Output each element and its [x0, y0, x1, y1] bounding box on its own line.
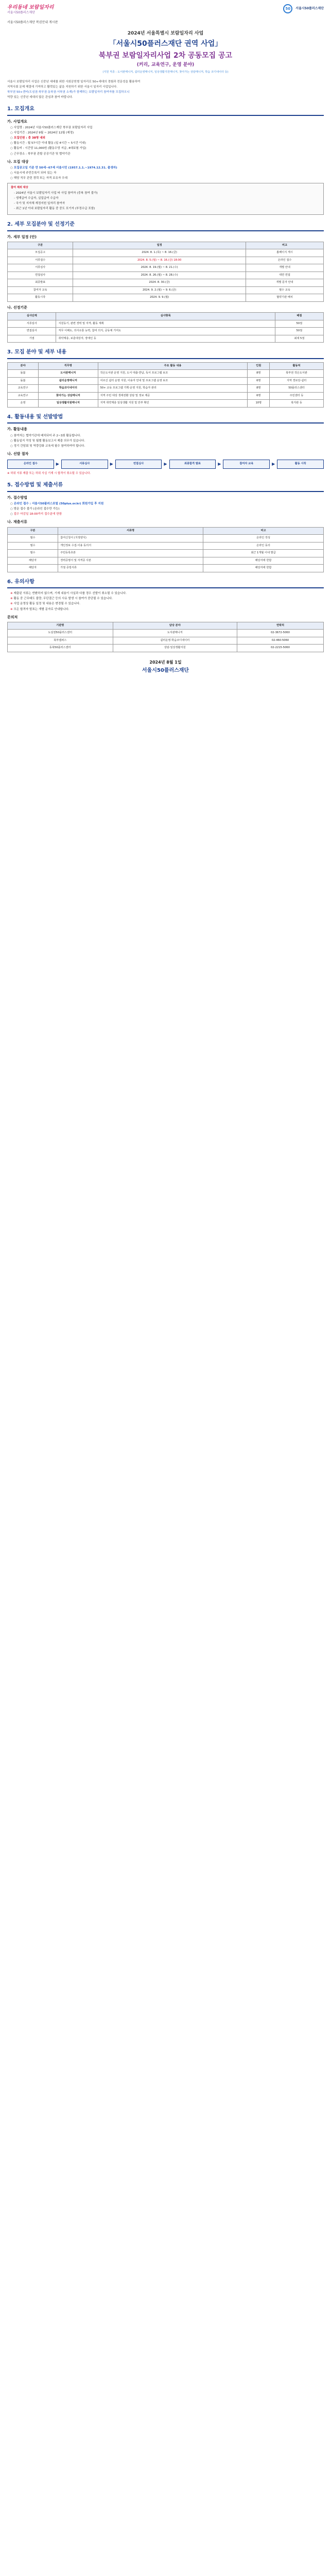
table-cell: 가점: [8, 335, 56, 343]
table-header: 심사항목: [56, 313, 275, 320]
table-row: [8, 550, 324, 557]
program-logo-sub: 서울시50플러스재단: [7, 10, 36, 14]
list-item: - 국가 및 지자체 재정지원 일자리 참여자: [14, 201, 320, 206]
table-cell: 도서관매니저: [39, 370, 98, 378]
table-cell: 북부캠퍼스: [8, 637, 113, 645]
list-item: ※ 모든 합격자 발표는 개별 문자로 안내합니다.: [10, 607, 324, 612]
table-cell: 경력증명서 및 자격증 사본: [58, 557, 203, 565]
warning-note: ※ 허위 서류 제출 또는 허위 사실 기재 시 합격이 취소될 수 있습니다.: [7, 471, 91, 475]
overview-list: [7, 126, 324, 156]
section-title: 2. 세부 모집분야 및 선정기준: [7, 221, 324, 231]
title-tags: (지원 직종 : 도서관매니저, 쉼터운영매니저, 일상생활지원매니저, 찾아가는 상담매니저, 학습 코디네이터 등): [102, 71, 229, 74]
table-row: [8, 557, 324, 565]
table-row: [8, 335, 324, 343]
table-row: [8, 535, 324, 543]
list-item: ○ 정기 간담회 및 역량강화 교육에 필수 참여하여야 합니다.: [10, 444, 324, 448]
program-logo-script: 우리동네 보람일자리: [7, 5, 54, 10]
notice-title-block: [0, 30, 331, 75]
list-item: ※ 제출된 서류는 반환하지 않으며, 기재 내용이 사실과 다를 경우 선발이 취소될 수 있습니다.: [10, 591, 324, 596]
table-cell: 북부권 작은도서관: [270, 370, 324, 378]
table-cell: 상담·일상생활지원: [113, 645, 237, 652]
table-cell: 작은도서관 운영 지원, 도서 대출·반납, 독서 프로그램 보조: [98, 370, 248, 378]
section-notes: [7, 579, 324, 652]
table-row: [8, 392, 324, 400]
table-header: 구분: [8, 527, 58, 535]
table-cell: 취약계층, 보훈대상자, 장애인 등: [56, 335, 275, 343]
section-overview: [7, 106, 324, 215]
table-cell: 직무 이해도, 의사소통 능력, 참여 의지, 공동체 기여도: [56, 328, 275, 335]
table-cell: 개별 안내: [246, 264, 324, 272]
table-cell: 쉼터운영·학습코디네이터: [113, 637, 237, 645]
intro-line: 지역사회 문제 해결에 기여하고 활력있는 삶을 지원하기 위한 서울시 일자리 사업입니다.: [7, 86, 118, 89]
list-item: - 최근 1년 이내 보람일자리 활동 중 중도 포기자 (부정수급 포함): [14, 207, 320, 211]
activity-list: [7, 434, 324, 448]
table-row: [8, 264, 324, 272]
table-cell: 쉼터운영매니저: [39, 377, 98, 385]
table-row: [8, 249, 324, 257]
table-row: [8, 542, 324, 550]
table-cell: 지원동기, 관련 경력 및 자격, 활동 계획: [56, 320, 275, 328]
table-row: [8, 272, 324, 279]
table-row: [8, 385, 324, 393]
list-item: ○ 해당 직무 관련 경력 또는 자격 보유자 우대: [10, 176, 324, 180]
flow-step: 면접심사: [115, 460, 162, 469]
section-title: 5. 접수방법 및 제출서류: [7, 482, 324, 492]
footer-org: 서울시50플러스재단: [142, 668, 189, 674]
list-item: ○ 모집인원 : 총 38명 내외: [10, 136, 324, 140]
table-header: 연락처: [237, 622, 324, 630]
arrow-right-icon: ▶: [56, 462, 59, 466]
list-item: ○ 모집공고일 기준 만 50세~67세 서울시민 (1957.1.1.~1974.12.31. 출생자): [10, 166, 324, 170]
table-cell: 최대 5점: [275, 335, 323, 343]
table-cell: 50점: [275, 320, 323, 328]
flow-step: 온라인 접수: [7, 460, 54, 469]
table-cell: 필수 교육: [246, 286, 324, 294]
target-list: [7, 166, 324, 180]
table-row: [8, 328, 324, 335]
table-cell: 02-460-5060: [237, 637, 324, 645]
table-row: [8, 400, 324, 408]
table-cell: 가점 증빙서류: [58, 565, 203, 572]
section-title: 3. 모집 분야 및 세부 내용: [7, 349, 324, 359]
table-cell: 지역 취약계층 일상생활 지원 및 안부 확인: [98, 400, 248, 408]
documents-table: [7, 527, 324, 572]
table-cell: 온라인 동의: [203, 542, 324, 550]
table-cell: 개인정보 수집·이용 동의서: [58, 542, 203, 550]
table-cell: 홈페이지 게시: [246, 249, 324, 257]
subsection-title: 나. 선정기준: [7, 305, 27, 310]
list-item: ○ 활동일지 작성 및 월별 활동보고서 제출 의무가 있습니다.: [10, 439, 324, 443]
intro-line: 역량 있는 신중년 세대의 많은 관심과 참여 바랍니다.: [7, 96, 73, 99]
table-header: 배점: [275, 313, 323, 320]
table-cell: 서류접수: [8, 257, 73, 264]
table-cell: 2024. 8. 1.(목) ~ 8. 16.(금): [73, 249, 246, 257]
table-cell: 해당자에 한함: [203, 565, 324, 572]
list-item: ○ 사업기간 : 2024년 9월 ~ 2024년 12월 (예정): [10, 131, 324, 135]
table-row: [8, 645, 324, 652]
arrow-right-icon: ▶: [218, 462, 221, 466]
table-cell: 2024. 9. 2.(월) ~ 9. 6.(금): [73, 286, 246, 294]
table-cell: 찾아가는 상담매니저: [39, 392, 98, 400]
table-header: 구분: [8, 242, 73, 249]
list-item: ※ 활동 중 근무태도 불량, 무단결근 등의 사유 발생 시 참여가 중단될 수 있습니다.: [10, 597, 324, 601]
title-year-line: 2024년 서울특별시 보람일자리 사업: [127, 30, 204, 36]
title-main: 「서울시50플러스재단 권역 사업」: [109, 39, 222, 48]
table-header: 분야: [8, 362, 39, 370]
list-item: ○ 사업명 : 2024년 서울시50플러스재단 북부권 보람일자리 사업: [10, 126, 324, 130]
exclusion-note-title: 참여 제외 대상: [11, 186, 28, 190]
table-cell: 10명: [248, 400, 270, 408]
table-cell: 필수: [8, 550, 58, 557]
subsection-title: 나. 모집 대상: [7, 159, 29, 164]
table-header: 비고: [246, 242, 324, 249]
contact-table: [7, 622, 324, 652]
title-sub2: (커리, 교육연구, 운영 분야): [136, 62, 195, 68]
subsection-title: 가. 활동내용: [7, 427, 27, 432]
header-bar: [0, 0, 331, 21]
table-row: [8, 377, 324, 385]
table-cell: 2024. 8. 26.(월) ~ 8. 28.(수): [73, 272, 246, 279]
intro-line: 서울시 보람일자리 사업은 신중년 세대를 위한 사회공헌형 일자리로 50+세대의 경험과 전문성을 활용하여: [7, 80, 141, 83]
table-cell: 일상생활지원매니저: [39, 400, 98, 408]
table-cell: 운영: [8, 400, 39, 408]
flow-step: 서류심사: [61, 460, 108, 469]
table-cell: 6명: [248, 377, 270, 385]
table-row: [8, 286, 324, 294]
table-cell: 교육연구: [8, 392, 39, 400]
table-cell: 주민센터 등: [270, 392, 324, 400]
list-item: ○ 활동비 : 시간당 11,000원 (활동수당 지급, 4대보험 가입): [10, 146, 324, 150]
section-title: 1. 모집개요: [7, 106, 324, 116]
subsection-title: 가. 접수방법: [7, 495, 27, 500]
table-cell: 도서관매니저: [113, 630, 237, 637]
table-cell: 해당자: [8, 557, 58, 565]
table-cell: 주민등록초본: [58, 550, 203, 557]
foundation-logo-text: 서울시50플러스재단: [295, 7, 324, 11]
table-header: 주요 활동 내용: [98, 362, 248, 370]
table-cell: 50점: [275, 328, 323, 335]
table-cell: 8명: [248, 370, 270, 378]
table-cell: 2024. 8. 19.(월) ~ 8. 21.(수): [73, 264, 246, 272]
table-cell: 동북50플러스센터: [8, 645, 113, 652]
table-cell: 해당자에 한함: [203, 557, 324, 565]
table-cell: 최근 1개월 이내 발급: [203, 550, 324, 557]
section-schedule: [7, 221, 324, 343]
table-cell: 최종발표: [8, 279, 73, 287]
table-header: 비고: [203, 527, 324, 535]
caution-list: [7, 591, 324, 611]
table-cell: 면접심사: [8, 272, 73, 279]
exclusion-note-box: [7, 183, 324, 215]
table-cell: 돌봄: [8, 377, 39, 385]
table-header: 직무명: [39, 362, 98, 370]
subsection-title: 문의처: [7, 615, 18, 619]
table-cell: 참여신청서 (지정양식): [58, 535, 203, 543]
table-cell: 협약기관 배치: [246, 294, 324, 302]
table-cell: 2024. 8. 5.(월) ~ 8. 16.(금) 18:00: [73, 257, 246, 264]
table-cell: 면접심사: [8, 328, 56, 335]
table-cell: 02-2215-5060: [237, 645, 324, 652]
list-item: ○ 온라인 접수 : 서울시50플러스포털 (50plus.or.kr) 회원가입 후 지원: [10, 502, 324, 506]
table-cell: 참여자 교육: [8, 286, 73, 294]
table-header: 활동처: [270, 362, 324, 370]
table-header: 일정: [73, 242, 246, 249]
selection-flow: [7, 460, 324, 469]
subsection-title: 가. 사업개요: [7, 119, 27, 124]
flow-step: 최종합격 발표: [169, 460, 216, 469]
section-title: 4. 활동내용 및 선발방법: [7, 414, 324, 424]
table-cell: 50+ 교육 프로그램 기획·운영 지원, 학습자 관리: [98, 385, 248, 393]
list-item: ○ 방문 접수 불가 (온라인 접수만 가능): [10, 507, 324, 511]
table-header: 기관명: [8, 622, 113, 630]
list-item: ○ 참여자는 협약기관에 배치되어 주 2~3회 활동합니다.: [10, 434, 324, 438]
list-item: ○ 서울시에 주민등록이 되어 있는 자: [10, 171, 324, 175]
table-cell: 돌봄: [8, 370, 39, 378]
program-logo: [7, 4, 54, 15]
footer-date: 2024년 8월 1일: [149, 659, 182, 665]
intro-line: 북부권 50+센터(도심권·북부권·동북권·서북권 소재)가 함께하는 보람일자리 참여자를 모집하오니: [7, 91, 130, 94]
table-cell: 지역 경로당·쉼터: [270, 377, 324, 385]
table-cell: 2024. 9. 9.(월): [73, 294, 246, 302]
foundation-logo-icon: 50: [283, 4, 292, 13]
table-cell: 해당자: [8, 565, 58, 572]
section-title: 6. 유의사항: [7, 579, 324, 589]
arrow-right-icon: ▶: [272, 462, 275, 466]
table-cell: 8명: [248, 385, 270, 393]
table-row: [8, 565, 324, 572]
table-header: 인원: [248, 362, 270, 370]
header-caption: 서울시50플러스재단 복권안내 게시판: [7, 21, 58, 24]
table-header: 심사단계: [8, 313, 56, 320]
table-cell: 도심권50플러스센터: [8, 630, 113, 637]
table-cell: 대면 면접: [246, 272, 324, 279]
table-cell: 학습코디네이터: [39, 385, 98, 393]
table-row: [8, 257, 324, 264]
table-cell: 지역 주민 대상 생애전환 상담 및 정보 제공: [98, 392, 248, 400]
table-cell: 6명: [248, 392, 270, 400]
table-row: [8, 320, 324, 328]
list-item: ○ 접수 마감일 18:00까지 접수분에 한함: [10, 512, 324, 516]
list-item: - 생계급여 수급자, 실업급여 수급자: [14, 196, 320, 200]
table-header: 서류명: [58, 527, 203, 535]
table-row: [8, 637, 324, 645]
section-fields: [7, 349, 324, 408]
table-cell: 온라인 접수: [246, 257, 324, 264]
table-cell: 온라인 작성: [203, 535, 324, 543]
table-cell: 50플러스센터: [270, 385, 324, 393]
table-cell: 어르신 쉼터 운영 지원, 이용자 안내 및 프로그램 운영 보조: [98, 377, 248, 385]
table-cell: 02-3672-5060: [237, 630, 324, 637]
table-cell: 복지관 등: [270, 400, 324, 408]
section-activities: [7, 414, 324, 476]
arrow-right-icon: ▶: [110, 462, 113, 466]
exclusion-list: [11, 191, 320, 211]
flow-step: 활동 시작: [277, 460, 324, 469]
arrow-right-icon: ▶: [164, 462, 167, 466]
intro-paragraph: [7, 80, 324, 99]
criteria-table: [7, 312, 324, 343]
schedule-table: [7, 242, 324, 302]
list-item: ※ 사업 운영상 활동 일정 및 내용은 변경될 수 있습니다.: [10, 602, 324, 606]
list-item: ○ 활동시간 : 월 57시간 이내 활동 (일 4시간 ~ 5시간 이내): [10, 141, 324, 145]
table-cell: 2024. 8. 30.(금): [73, 279, 246, 287]
table-row: [8, 279, 324, 287]
table-row: [8, 630, 324, 637]
fields-table: [7, 362, 324, 408]
section-application: [7, 482, 324, 572]
table-cell: 개별 문자 안내: [246, 279, 324, 287]
table-cell: 필수: [8, 535, 58, 543]
table-row: [8, 294, 324, 302]
list-item: ○ 근무장소 : 북부권 관할 공공기관 및 협약기관: [10, 152, 324, 156]
table-row: [8, 370, 324, 378]
table-cell: 모집공고: [8, 249, 73, 257]
table-cell: 교육연구: [8, 385, 39, 393]
table-cell: 필수: [8, 542, 58, 550]
application-list: [7, 502, 324, 516]
notice-footer: [7, 659, 324, 675]
flow-step: 참여자 교육: [223, 460, 270, 469]
subsection-title: 나. 제출서류: [7, 520, 27, 524]
subsection-title: 나. 선발 절차: [7, 451, 29, 456]
table-header: 담당 분야: [113, 622, 237, 630]
foundation-logo: [283, 4, 324, 13]
table-cell: 서류심사: [8, 320, 56, 328]
table-cell: 활동시작: [8, 294, 73, 302]
title-sub1: 북부권 보람일자리사업 2차 공동모집 공고: [98, 52, 233, 60]
list-item: - 2024년 서울시 보람일자리 사업 타 사업 참여자 (중복 참여 불가): [14, 191, 320, 195]
table-cell: 서류심사: [8, 264, 73, 272]
subsection-title: 가. 세부 일정 (안): [7, 234, 37, 239]
